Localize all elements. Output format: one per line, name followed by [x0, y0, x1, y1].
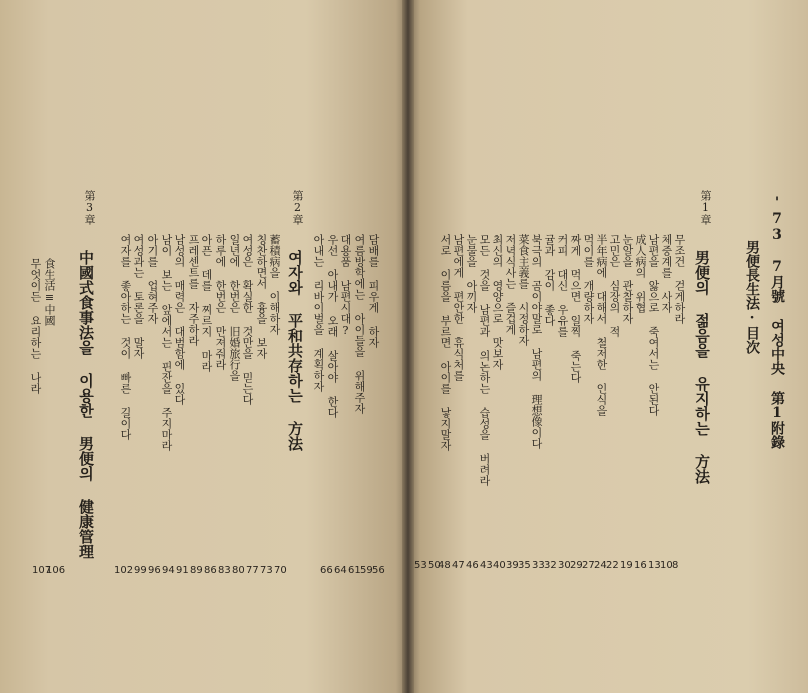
- chapter2-item-page: 94: [162, 565, 175, 576]
- issue-header: '73 7月號 여성中央 第1附錄: [769, 195, 785, 449]
- chapter1-item: 모든 것을 남편과 의논하는 습성을 버려라: [478, 234, 491, 486]
- chapter1-item: 눈물을 아끼자: [465, 234, 478, 313]
- chapter2-item: 여자를 좋아하는 것이 빠른 길이다: [119, 234, 132, 440]
- chapter1-item: 서로 이름을 부르면 아이를 낳지말자: [439, 234, 452, 451]
- chapter2-item: 아기를 업혀주자: [146, 234, 159, 324]
- chapter1-item-page: 27: [582, 560, 595, 571]
- chapter2-item-page: 83: [218, 565, 231, 576]
- chapter1-item: 고민은 심장의 적: [608, 234, 621, 337]
- chapter2-item: 여성은 확실한 것만을 믿는다: [241, 234, 254, 405]
- chapter2-item: 여름방학에는 아이들을 위해주자: [353, 234, 366, 414]
- chapter2-item-page: 73: [260, 565, 273, 576]
- chapter1-item-page: 24: [594, 560, 607, 571]
- chapter2-item: 일년에 한번은 旧婚旅行을: [228, 234, 241, 381]
- chapter3-item-page: 107: [32, 565, 52, 576]
- chapter2-item-page: 56: [372, 565, 385, 576]
- chapter2-item-page: 91: [176, 565, 189, 576]
- chapter1-item: 체중계를 사자: [660, 234, 673, 313]
- chapter1-item-page: 46: [466, 560, 479, 571]
- chapter1-item: 커피 대신 우유를: [556, 234, 569, 337]
- chapter1-item-page: 50: [428, 560, 441, 571]
- chapter3-item-page: 106: [46, 565, 66, 576]
- chapter1-item: 菜食主義를 시정하자: [517, 234, 530, 346]
- chapter2-item-page: 80: [232, 565, 245, 576]
- chapter1-item: 남편에게 편안한 휴식처를: [452, 234, 465, 381]
- chapter1-item-page: 32: [544, 560, 557, 571]
- chapter2-label: 第2章: [291, 190, 304, 225]
- chapter2-item: 남이 보는 앞에서는 핀잔을 주지마라: [160, 234, 173, 451]
- chapter2-item-page: 59: [360, 565, 373, 576]
- chapter2-item-page: 96: [148, 565, 161, 576]
- chapter2-item: 담배를 피우게 하자: [367, 234, 380, 348]
- chapter1-item-page: 29: [570, 560, 583, 571]
- chapter2-item: 프레센트를 자주하라: [187, 234, 200, 346]
- chapter1-item-page: 35: [518, 560, 531, 571]
- chapter1-item-page: 39: [506, 560, 519, 571]
- chapter2-item-page: 77: [246, 565, 259, 576]
- chapter1-item-page: 8: [672, 560, 679, 571]
- chapter1-item-page: 13: [648, 560, 661, 571]
- chapter1-item-page: 22: [606, 560, 619, 571]
- chapter2-item: 蓄積病을 이해하자: [268, 234, 281, 335]
- chapter1-item-page: 19: [620, 560, 633, 571]
- chapter2-item-page: 86: [204, 565, 217, 576]
- chapter3-item: 무엇이든 요리하는 나라: [29, 258, 42, 394]
- chapter2-item: 남성의 매력은 대범함에 있다: [173, 234, 186, 405]
- chapter2-item: 대용품 남편시대?: [339, 234, 352, 337]
- chapter2-item: 아픈 데를 찌르지 마라: [200, 234, 213, 372]
- chapter1-item: 半年病에 대해서 철저한 인식을: [595, 234, 608, 416]
- chapter1-item-page: 33: [532, 560, 545, 571]
- chapter1-item: 북극의 곰이야말로 남편의 理想像이다: [530, 234, 543, 449]
- chapter1-item-page: 16: [634, 560, 647, 571]
- chapter1-item: 먹이를 개량하자: [582, 234, 595, 324]
- chapter3-title: 中國式食事法을 이용한 男便의 健康管理: [77, 250, 95, 559]
- chapter1-item-page: 30: [558, 560, 571, 571]
- book-title: 男便長生法·目次: [744, 240, 760, 354]
- chapter3-label: 第3章: [83, 190, 96, 225]
- chapter2-item-page: 64: [334, 565, 347, 576]
- chapter1-item: 눈알을 관찰하자: [621, 234, 634, 324]
- chapter2-item: 하루에 한번은 만져줘라: [214, 234, 227, 370]
- chapter1-item-page: 40: [493, 560, 506, 571]
- chapter2-item: 아내는 리바이벌을 계획하자: [312, 234, 325, 392]
- chapter1-item: 저녁식사는 즐겁게: [504, 234, 517, 335]
- chapter1-title: 男便의 젊음을 유지하는 方法: [693, 250, 711, 484]
- chapter1-item: 成人病의 위협: [634, 234, 647, 313]
- chapter1-item-page: 47: [452, 560, 465, 571]
- chapter2-item-page: 99: [134, 565, 147, 576]
- chapter2-item: 칭찬하면서 흉을 보자: [255, 234, 268, 359]
- chapter1-item: 남편을 앓으로 죽여서는 안된다: [647, 234, 660, 416]
- chapter1-item: 최신의 영양으로 맛보자: [491, 234, 504, 370]
- chapter2-item-page: 66: [320, 565, 333, 576]
- chapter1-item-page: 10: [660, 560, 673, 571]
- chapter2-item-page: 61: [348, 565, 361, 576]
- chapter2-item-page: 102: [114, 565, 134, 576]
- chapter1-item-page: 53: [414, 560, 427, 571]
- book-gutter: [402, 0, 414, 693]
- chapter1-item-page: 48: [438, 560, 451, 571]
- chapter2-item-page: 89: [190, 565, 203, 576]
- chapter1-label: 第1章: [699, 190, 712, 225]
- chapter1-item: 무조건 걷게하라: [673, 234, 686, 324]
- chapter2-item-page: 70: [274, 565, 287, 576]
- chapter1-item: 짜게 먹으면 일찍 죽는다: [569, 234, 582, 383]
- chapter3-item: 食生活≡中國: [43, 258, 56, 326]
- chapter2-item: 여성과는 토론을 말자: [132, 234, 145, 359]
- chapter1-item: 귤과 감이 좋다: [543, 234, 556, 326]
- chapter1-item-page: 43: [480, 560, 493, 571]
- chapter2-item: 우선 아내가 오래 살아야 한다: [326, 234, 339, 418]
- chapter2-title: 여자와 平和共存하는 方法: [286, 250, 304, 451]
